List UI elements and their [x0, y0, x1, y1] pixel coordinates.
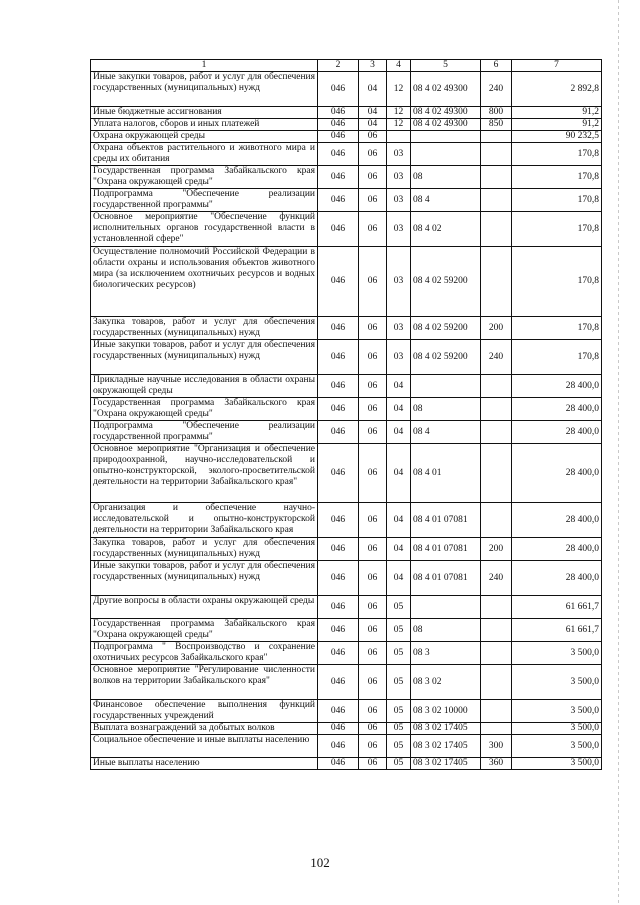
expense-type-code — [481, 375, 512, 398]
expense-type-code: 200 — [481, 317, 512, 340]
target-article-code: 08 4 01 — [411, 444, 481, 503]
table-row — [91, 143, 602, 166]
ved-code: 046 — [318, 503, 359, 538]
subsection-code: 05 — [387, 596, 411, 619]
table-row — [91, 317, 602, 340]
subsection-code: 04 — [387, 503, 411, 538]
target-article-code: 08 4 01 07081 — [411, 503, 481, 538]
amount: 3 500,0 — [512, 642, 602, 665]
target-article-code: 08 4 01 07081 — [411, 538, 481, 561]
amount: 3 500,0 — [512, 735, 602, 758]
amount: 28 400,0 — [512, 421, 602, 444]
target-article-code: 08 4 01 07081 — [411, 561, 481, 596]
ved-code: 046 — [318, 131, 359, 143]
table-row — [91, 665, 602, 700]
column-number: 2 — [318, 60, 359, 72]
expense-type-code: 240 — [481, 340, 512, 375]
row-name: Иные выплаты населению — [91, 758, 318, 770]
expense-type-code: 240 — [481, 72, 512, 107]
table-row — [91, 642, 602, 665]
ved-code: 046 — [318, 143, 359, 166]
ved-code: 046 — [318, 247, 359, 317]
table-body — [91, 72, 602, 770]
column-number: 6 — [481, 60, 512, 72]
table-row — [91, 166, 602, 189]
table-row — [91, 619, 602, 642]
subsection-code: 12 — [387, 107, 411, 119]
amount: 170,8 — [512, 247, 602, 317]
amount: 3 500,0 — [512, 700, 602, 723]
target-article-code — [411, 131, 481, 143]
row-name: Основное мероприятие "Организация и обеспечение природоохранной, научно-исследовательской и опытно-конструкторской, эколого-просветительской деятельности на территории Забайкальского края" — [91, 444, 318, 503]
amount: 170,8 — [512, 189, 602, 212]
expense-type-code: 240 — [481, 561, 512, 596]
table-row — [91, 107, 602, 119]
section-code: 06 — [359, 561, 387, 596]
table-row — [91, 212, 602, 247]
expense-type-code: 800 — [481, 107, 512, 119]
target-article-code: 08 3 02 — [411, 665, 481, 700]
target-article-code: 08 3 02 17405 — [411, 758, 481, 770]
expense-type-code — [481, 143, 512, 166]
table-row — [91, 72, 602, 107]
page-number: 102 — [310, 855, 330, 870]
row-name: Закупка товаров, работ и услуг для обеспечения государственных (муниципальных) нужд — [91, 538, 318, 561]
expense-type-code: 360 — [481, 758, 512, 770]
section-code: 06 — [359, 421, 387, 444]
row-name: Организация и обеспечение научно-исследовательской и опытно-конструкторской деятельности на территории Забайкальского края — [91, 503, 318, 538]
column-number: 1 — [91, 60, 318, 72]
subsection-code: 04 — [387, 444, 411, 503]
subsection-code: 04 — [387, 421, 411, 444]
row-name: Выплата вознаграждений за добытых волков — [91, 723, 318, 735]
ved-code: 046 — [318, 212, 359, 247]
target-article-code: 08 4 02 59200 — [411, 317, 481, 340]
section-code: 06 — [359, 131, 387, 143]
target-article-code: 08 4 — [411, 421, 481, 444]
table-row — [91, 538, 602, 561]
expense-type-code: 850 — [481, 119, 512, 131]
target-article-code: 08 3 02 10000 — [411, 700, 481, 723]
amount: 90 232,5 — [512, 131, 602, 143]
section-code: 06 — [359, 735, 387, 758]
subsection-code: 05 — [387, 642, 411, 665]
target-article-code: 08 4 02 59200 — [411, 340, 481, 375]
amount: 61 661,7 — [512, 596, 602, 619]
ved-code: 046 — [318, 340, 359, 375]
amount: 170,8 — [512, 212, 602, 247]
ved-code: 046 — [318, 561, 359, 596]
subsection-code: 04 — [387, 538, 411, 561]
section-code: 06 — [359, 596, 387, 619]
expense-type-code — [481, 503, 512, 538]
subsection-code: 03 — [387, 317, 411, 340]
target-article-code: 08 — [411, 398, 481, 421]
expense-type-code — [481, 166, 512, 189]
budget-table — [90, 59, 602, 770]
subsection-code: 03 — [387, 166, 411, 189]
subsection-code: 05 — [387, 723, 411, 735]
ved-code: 046 — [318, 421, 359, 444]
row-name: Иные закупки товаров, работ и услуг для обеспечения государственных (муниципальных) нужд — [91, 340, 318, 375]
amount: 61 661,7 — [512, 619, 602, 642]
target-article-code: 08 4 02 59200 — [411, 247, 481, 317]
ved-code: 046 — [318, 538, 359, 561]
row-name: Подпрограмма "Обеспечение реализации государственной программы" — [91, 189, 318, 212]
section-code: 06 — [359, 398, 387, 421]
ved-code: 046 — [318, 596, 359, 619]
expense-type-code: 200 — [481, 538, 512, 561]
row-name: Иные бюджетные ассигнования — [91, 107, 318, 119]
amount: 170,8 — [512, 166, 602, 189]
ved-code: 046 — [318, 107, 359, 119]
amount: 91,2 — [512, 119, 602, 131]
section-code: 06 — [359, 665, 387, 700]
row-name: Социальное обеспечение и иные выплаты населению — [91, 735, 318, 758]
target-article-code: 08 3 02 17405 — [411, 723, 481, 735]
subsection-code: 12 — [387, 72, 411, 107]
table-row — [91, 561, 602, 596]
table-row — [91, 131, 602, 143]
subsection-code: 05 — [387, 700, 411, 723]
expense-type-code — [481, 665, 512, 700]
row-name: Осуществление полномочий Российской Федерации в области охраны и использования объектов животного мира (за исключением охотничьих ресурсов и водных биологических ресурсов) — [91, 247, 318, 317]
expense-type-code — [481, 212, 512, 247]
amount: 28 400,0 — [512, 538, 602, 561]
target-article-code: 08 4 02 49300 — [411, 72, 481, 107]
section-code: 06 — [359, 538, 387, 561]
section-code: 06 — [359, 503, 387, 538]
expense-type-code — [481, 131, 512, 143]
target-article-code — [411, 143, 481, 166]
table-row — [91, 247, 602, 317]
ved-code: 046 — [318, 723, 359, 735]
subsection-code: 05 — [387, 758, 411, 770]
target-article-code: 08 3 02 17405 — [411, 735, 481, 758]
subsection-code: 03 — [387, 212, 411, 247]
table-row — [91, 444, 602, 503]
amount: 3 500,0 — [512, 665, 602, 700]
amount: 28 400,0 — [512, 398, 602, 421]
target-article-code: 08 — [411, 166, 481, 189]
scan-edge-line — [618, 0, 619, 905]
row-name: Иные закупки товаров, работ и услуг для обеспечения государственных (муниципальных) нужд — [91, 72, 318, 107]
table-row — [91, 375, 602, 398]
ved-code: 046 — [318, 444, 359, 503]
expense-type-code: 300 — [481, 735, 512, 758]
expense-type-code — [481, 723, 512, 735]
table-row — [91, 503, 602, 538]
ved-code: 046 — [318, 665, 359, 700]
section-code: 06 — [359, 317, 387, 340]
section-code: 06 — [359, 642, 387, 665]
column-number: 7 — [512, 60, 602, 72]
row-name: Финансовое обеспечение выполнения функций государственных учреждений — [91, 700, 318, 723]
target-article-code: 08 3 — [411, 642, 481, 665]
expense-type-code — [481, 596, 512, 619]
row-name: Охрана окружающей среды — [91, 131, 318, 143]
subsection-code: 05 — [387, 735, 411, 758]
amount: 28 400,0 — [512, 503, 602, 538]
row-name: Основное мероприятие "Обеспечение функций исполнительных органов государственной власти в установленной сфере" — [91, 212, 318, 247]
ved-code: 046 — [318, 735, 359, 758]
section-code: 06 — [359, 166, 387, 189]
section-code: 06 — [359, 143, 387, 166]
expense-type-code — [481, 619, 512, 642]
section-code: 06 — [359, 189, 387, 212]
table-row — [91, 189, 602, 212]
row-name: Подпрограмма " Воспроизводство и сохранение охотничьих ресурсов Забайкальского края" — [91, 642, 318, 665]
expense-type-code — [481, 421, 512, 444]
target-article-code — [411, 375, 481, 398]
column-number: 5 — [411, 60, 481, 72]
subsection-code: 04 — [387, 375, 411, 398]
ved-code: 046 — [318, 166, 359, 189]
ved-code: 046 — [318, 642, 359, 665]
row-name: Другие вопросы в области охраны окружающей среды — [91, 596, 318, 619]
amount: 170,8 — [512, 317, 602, 340]
column-number: 3 — [359, 60, 387, 72]
section-code: 06 — [359, 758, 387, 770]
section-code: 06 — [359, 340, 387, 375]
section-code: 06 — [359, 247, 387, 317]
amount: 3 500,0 — [512, 758, 602, 770]
ved-code: 046 — [318, 700, 359, 723]
table-row — [91, 340, 602, 375]
section-code: 06 — [359, 375, 387, 398]
section-code: 06 — [359, 700, 387, 723]
amount: 2 892,8 — [512, 72, 602, 107]
table-row — [91, 735, 602, 758]
subsection-code: 12 — [387, 119, 411, 131]
column-number: 4 — [387, 60, 411, 72]
section-code: 06 — [359, 212, 387, 247]
ved-code: 046 — [318, 317, 359, 340]
table-row — [91, 421, 602, 444]
row-name: Прикладные научные исследования в области охраны окружающей среды — [91, 375, 318, 398]
target-article-code: 08 4 02 49300 — [411, 107, 481, 119]
row-name: Охрана объектов растительного и животного мира и среды их обитания — [91, 143, 318, 166]
expense-type-code — [481, 444, 512, 503]
amount: 170,8 — [512, 143, 602, 166]
section-code: 04 — [359, 107, 387, 119]
amount: 170,8 — [512, 340, 602, 375]
row-name: Основное мероприятие "Регулирование численности волков на территории Забайкальского края" — [91, 665, 318, 700]
target-article-code: 08 — [411, 619, 481, 642]
row-name: Закупка товаров, работ и услуг для обеспечения государственных (муниципальных) нужд — [91, 317, 318, 340]
amount: 28 400,0 — [512, 444, 602, 503]
ved-code: 046 — [318, 398, 359, 421]
expense-type-code — [481, 642, 512, 665]
ved-code: 046 — [318, 375, 359, 398]
row-name: Иные закупки товаров, работ и услуг для обеспечения государственных (муниципальных) нужд — [91, 561, 318, 596]
section-code: 04 — [359, 119, 387, 131]
expense-type-code — [481, 398, 512, 421]
ved-code: 046 — [318, 619, 359, 642]
table-row — [91, 758, 602, 770]
row-name: Подпрограмма "Обеспечение реализации государственной программы" — [91, 421, 318, 444]
subsection-code: 04 — [387, 561, 411, 596]
amount: 28 400,0 — [512, 375, 602, 398]
subsection-code: 05 — [387, 619, 411, 642]
section-code: 04 — [359, 72, 387, 107]
ved-code: 046 — [318, 758, 359, 770]
target-article-code — [411, 596, 481, 619]
target-article-code: 08 4 — [411, 189, 481, 212]
section-code: 06 — [359, 619, 387, 642]
expense-type-code — [481, 700, 512, 723]
subsection-code — [387, 131, 411, 143]
row-name: Государственная программа Забайкальского края "Охрана окружающей среды" — [91, 166, 318, 189]
section-code: 06 — [359, 444, 387, 503]
section-code: 06 — [359, 723, 387, 735]
ved-code: 046 — [318, 72, 359, 107]
target-article-code: 08 4 02 49300 — [411, 119, 481, 131]
ved-code: 046 — [318, 189, 359, 212]
column-number-row — [91, 60, 602, 72]
subsection-code: 03 — [387, 247, 411, 317]
amount: 3 500,0 — [512, 723, 602, 735]
amount: 91,2 — [512, 107, 602, 119]
row-name: Уплата налогов, сборов и иных платежей — [91, 119, 318, 131]
table-row — [91, 398, 602, 421]
table-row — [91, 119, 602, 131]
subsection-code: 03 — [387, 143, 411, 166]
subsection-code: 05 — [387, 665, 411, 700]
row-name: Государственная программа Забайкальского края "Охрана окружающей среды" — [91, 398, 318, 421]
target-article-code: 08 4 02 — [411, 212, 481, 247]
subsection-code: 04 — [387, 398, 411, 421]
expense-type-code — [481, 189, 512, 212]
table-row — [91, 596, 602, 619]
expense-type-code — [481, 247, 512, 317]
amount: 28 400,0 — [512, 561, 602, 596]
table-row — [91, 700, 602, 723]
row-name: Государственная программа Забайкальского края "Охрана окружающей среды" — [91, 619, 318, 642]
ved-code: 046 — [318, 119, 359, 131]
subsection-code: 03 — [387, 340, 411, 375]
subsection-code: 03 — [387, 189, 411, 212]
table-row — [91, 723, 602, 735]
